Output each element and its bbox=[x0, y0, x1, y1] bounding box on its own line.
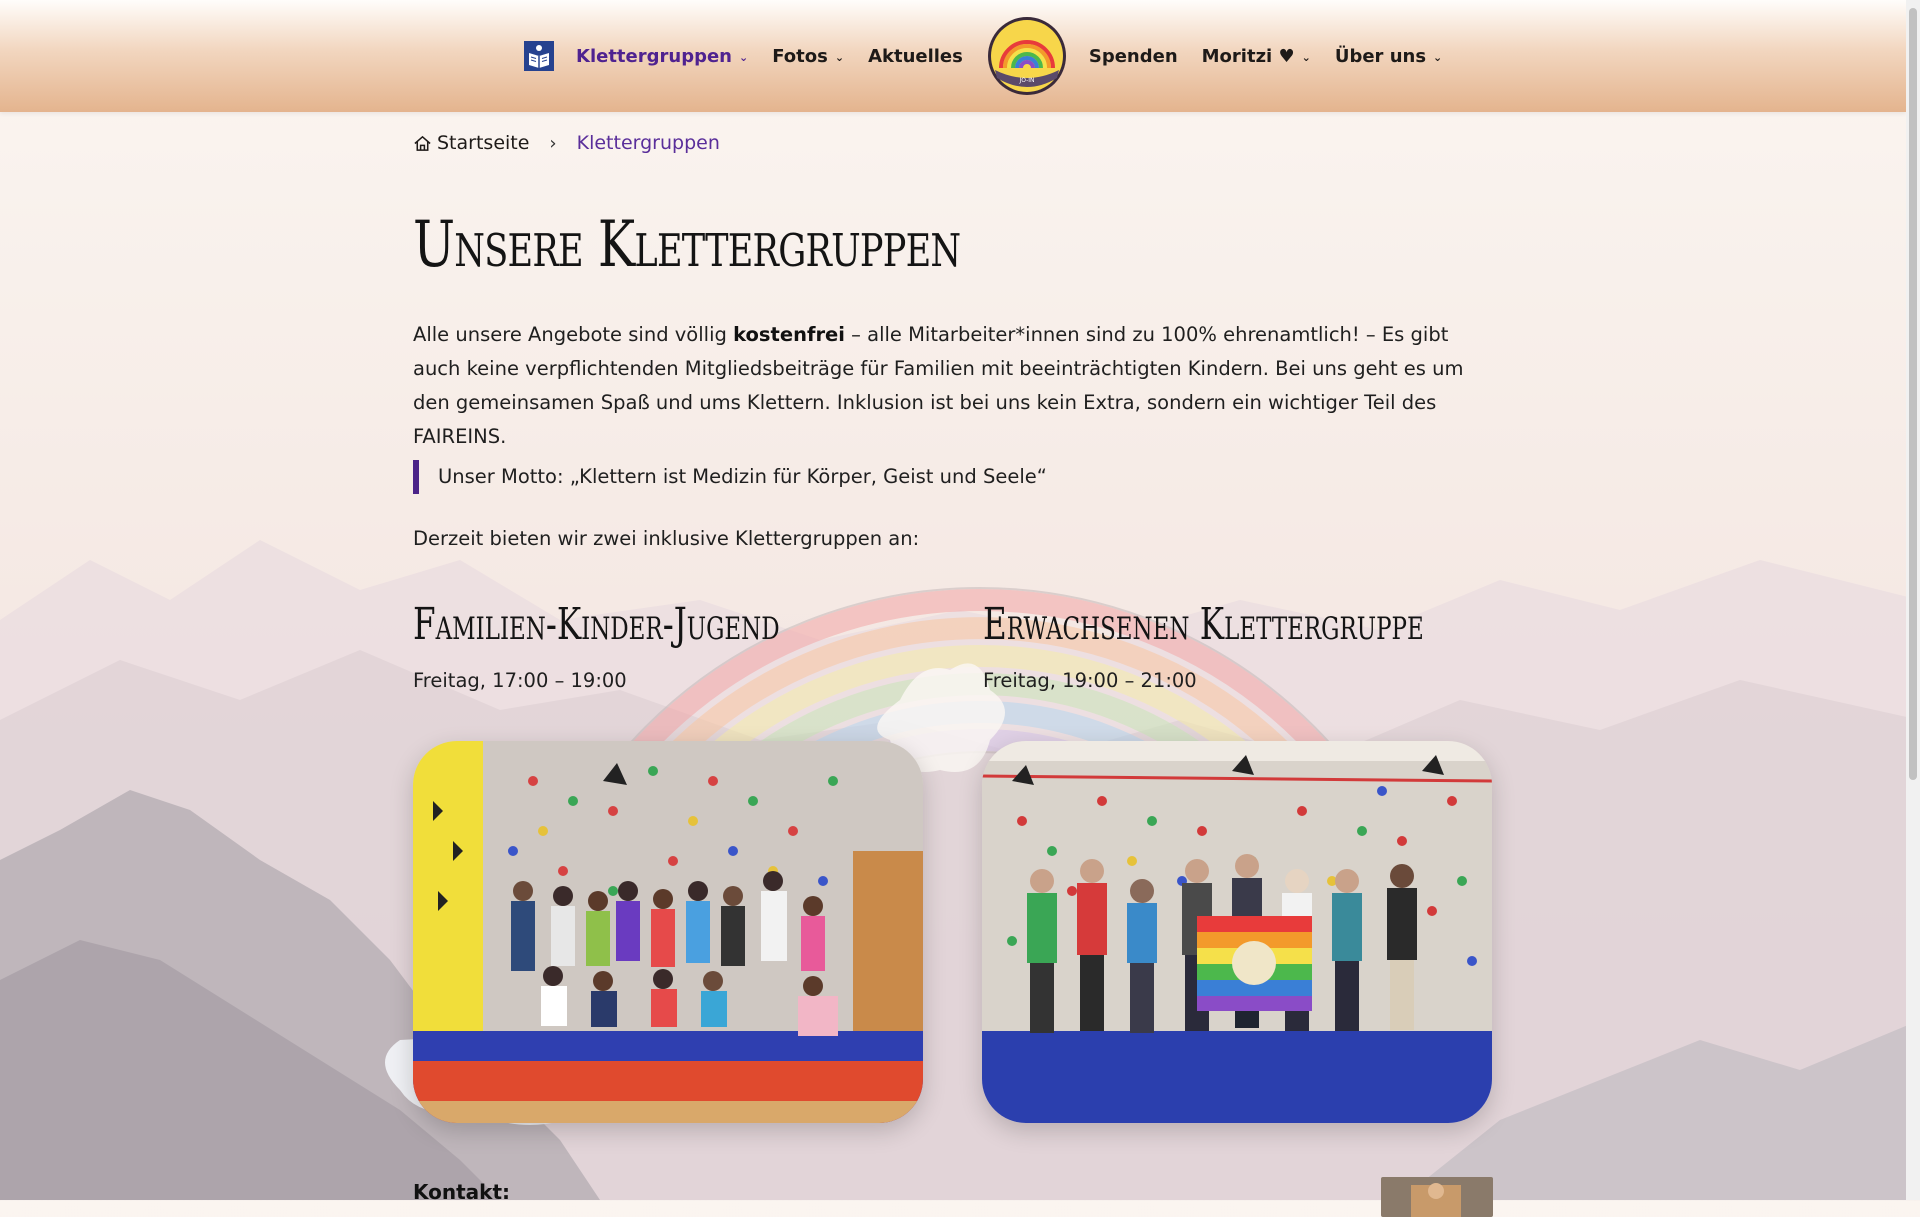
intro-text-2: – alle Mitarbeiter*innen sind zu 100% ehrenamtlich! – Es gibt auch keine verpflichtenden Mitgliedsbeiträge für Familien mit beeinträchtigten Kindern. Bei uns geht es um den gemeinsamen Spaß und ums Klettern. Inklusion ist bei uns kein Extra, sondern ein wichtiger Teil des FAIREINS. bbox=[413, 323, 1464, 448]
motto-quote: Unser Motto: „Klettern ist Medizin für Körper, Geist und Seele“ bbox=[413, 460, 1047, 494]
main-nav bbox=[524, 16, 1466, 96]
nav-item-ueber-uns[interactable] bbox=[1335, 46, 1442, 67]
chevron-down-icon: ⌄ bbox=[739, 50, 749, 64]
home-icon bbox=[413, 134, 432, 153]
nav-item-fotos[interactable] bbox=[772, 46, 844, 67]
contact-heading: Kontakt: bbox=[413, 1180, 511, 1204]
photo-erwachsenen-group[interactable] bbox=[982, 741, 1492, 1123]
nav-item-spenden[interactable] bbox=[1089, 46, 1178, 67]
breadcrumb bbox=[413, 132, 720, 154]
breadcrumb-home-label: Startseite bbox=[437, 132, 530, 154]
intro-text-1: Alle unsere Angebote sind völlig bbox=[413, 323, 734, 346]
breadcrumb-home-link[interactable] bbox=[413, 132, 529, 154]
nav-label: Über uns bbox=[1334, 45, 1427, 67]
group-title: Familien-Kinder-Jugend bbox=[413, 599, 780, 650]
intro-paragraph bbox=[413, 318, 1493, 454]
nav-label: Moritzi ♥ bbox=[1201, 45, 1295, 67]
group-familien bbox=[413, 598, 925, 698]
group-erwachsene bbox=[983, 598, 1495, 698]
nav-label: Klettergruppen bbox=[576, 45, 732, 67]
group-time: Freitag, 17:00 – 19:00 bbox=[413, 669, 627, 692]
logo-lettering: JO-IN bbox=[1019, 77, 1035, 84]
offer-text: Derzeit bieten wir zwei inklusive Klettergruppen an: bbox=[413, 527, 920, 550]
chevron-down-icon: ⌄ bbox=[834, 50, 845, 64]
intro-bold-kostenfrei: kostenfrei bbox=[733, 323, 845, 346]
easy-read-book-icon[interactable] bbox=[524, 41, 554, 71]
breadcrumb-separator: › bbox=[549, 132, 557, 154]
chevron-down-icon: ⌄ bbox=[1301, 50, 1311, 64]
group-title: Erwachsenen Klettergruppe bbox=[983, 599, 1424, 650]
nav-label: Fotos bbox=[772, 45, 828, 67]
page-scrollbar[interactable] bbox=[1906, 0, 1920, 1200]
nav-label: Aktuelles bbox=[868, 45, 963, 67]
site-logo[interactable] bbox=[987, 16, 1067, 96]
photo-familien-group[interactable] bbox=[413, 741, 923, 1123]
site-header bbox=[0, 0, 1906, 112]
group-time: Freitag, 19:00 – 21:00 bbox=[983, 669, 1197, 692]
scrollbar-thumb[interactable] bbox=[1909, 8, 1917, 780]
chevron-down-icon: ⌄ bbox=[1433, 50, 1443, 64]
nav-label: Spenden bbox=[1088, 45, 1178, 67]
breadcrumb-current: Klettergruppen bbox=[576, 132, 720, 154]
nav-item-moritzi[interactable] bbox=[1202, 46, 1311, 67]
nav-item-klettergruppen[interactable] bbox=[576, 46, 748, 67]
contact-thumbnail bbox=[1381, 1177, 1493, 1217]
nav-item-aktuelles[interactable] bbox=[868, 46, 963, 67]
page-title: Unsere Klettergruppen bbox=[413, 208, 961, 282]
